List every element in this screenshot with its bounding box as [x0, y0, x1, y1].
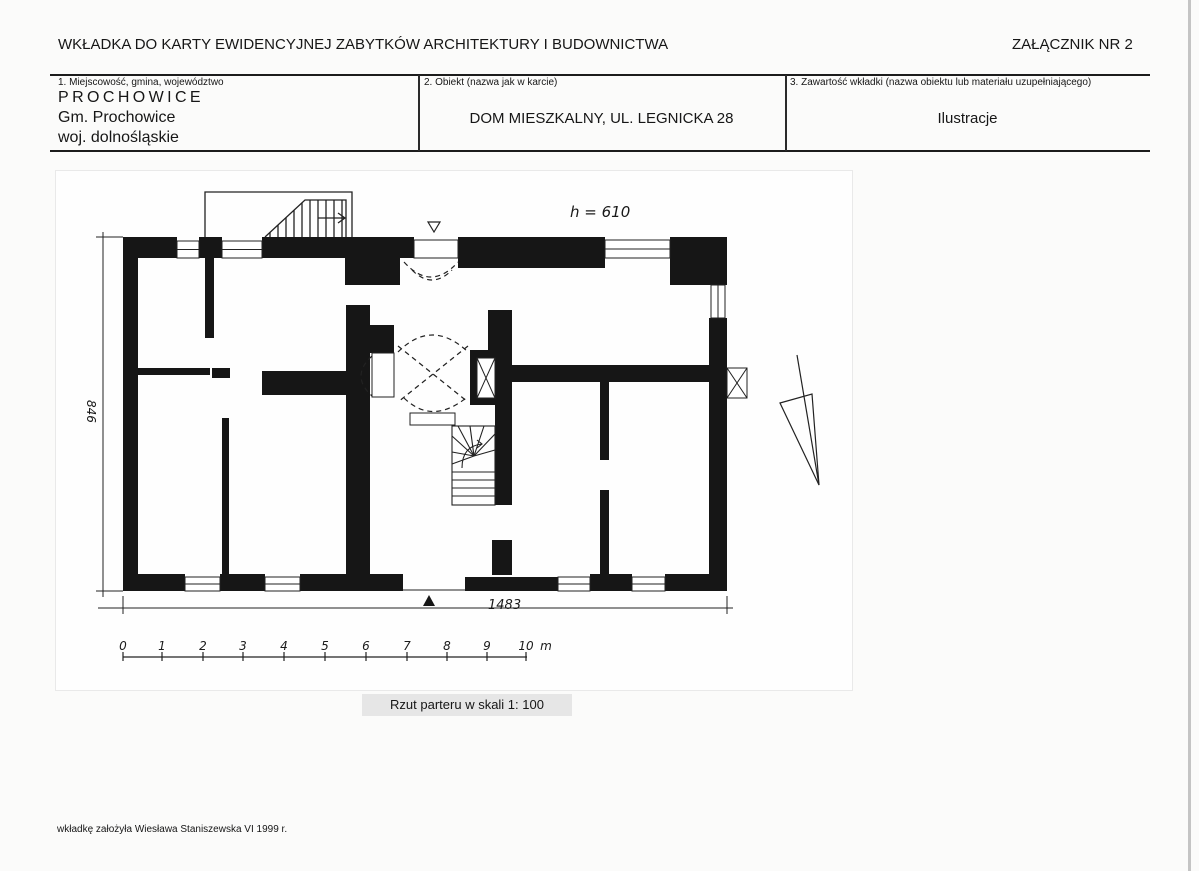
object-name: DOM MIESZKALNY, UL. LEGNICKA 28 — [469, 110, 734, 127]
openings — [372, 240, 747, 590]
wall-niche — [372, 353, 394, 397]
scale-bar — [119, 639, 552, 661]
object-field-label: 2. Obiekt (nazwa jak w karcie) — [424, 77, 558, 88]
exterior-wall-segment — [345, 258, 400, 285]
vault-diagonals — [398, 346, 468, 402]
height-annotation: h = 610 — [570, 203, 631, 221]
location-field-label: 1. Miejscowość, gmina, województwo — [58, 77, 224, 88]
exterior-wall-segment — [220, 574, 265, 591]
author-note: wkładkę założyła Wiesława Staniszewska VI 1999 r. — [57, 824, 288, 835]
interior-wall-segment — [488, 310, 512, 352]
scale-label: 4 — [280, 639, 288, 653]
exterior-wall-segment — [123, 237, 138, 591]
scan-edge-shadow — [1188, 0, 1191, 871]
scale-label: 7 — [403, 639, 411, 653]
exterior-wall-segment — [458, 237, 605, 268]
town-name: PROCHOWICE — [58, 89, 204, 106]
scale-label: 2 — [199, 639, 207, 653]
hall-doorway — [410, 413, 455, 425]
interior-wall-segment — [212, 368, 230, 378]
main-entrance-marker-icon — [423, 595, 435, 606]
exterior-wall-segment — [123, 574, 185, 591]
document-title: WKŁADKA DO KARTY EWIDENCYJNEJ ZABYTKÓW ARCHITEKTURY I BUDOWNICTWA — [58, 36, 669, 53]
exterior-wall-segment — [670, 237, 727, 285]
content-value: Ilustracje — [937, 110, 998, 127]
interior-wall-segment — [262, 371, 346, 395]
commune-name: Gm. Prochowice — [58, 109, 176, 126]
scale-label: 6 — [362, 639, 370, 653]
interior-wall-segment — [600, 382, 609, 460]
depth-dimension-label: 846 — [84, 400, 98, 423]
interior-wall-segment — [346, 305, 370, 575]
attachment-number: ZAŁĄCZNIK NR 2 — [1012, 36, 1133, 53]
exterior-wall-segment — [262, 237, 414, 258]
interior-wall-segment — [512, 365, 710, 382]
vault-arc — [404, 398, 466, 412]
scale-label: 5 — [321, 639, 329, 653]
rear-door-opening — [414, 240, 458, 258]
stair-direction-arrow-icon — [318, 213, 345, 223]
scale-label: 1 — [158, 639, 166, 653]
scale-labels — [119, 639, 552, 653]
north-arrow-icon — [780, 355, 819, 485]
scale-unit: m — [540, 639, 552, 653]
interior-wall-segment — [600, 490, 609, 575]
north-arrow-head — [780, 394, 819, 485]
content-field-label: 3. Zawartość wkładki (nazwa obiektu lub materiału uzupełniającego) — [790, 77, 1092, 88]
door-swing-arc — [404, 262, 458, 277]
interior-wall-segment — [370, 325, 394, 353]
scale-label: 0 — [119, 639, 127, 653]
width-dimension-label: 1483 — [488, 598, 522, 613]
exterior-wall-segment — [709, 318, 727, 591]
door-swing-arc — [412, 270, 452, 280]
interior-staircase — [452, 426, 495, 505]
interior-wall-segment — [138, 368, 210, 375]
interior-wall-segment — [222, 418, 229, 575]
exterior-wall-segment — [590, 574, 632, 591]
scale-label: 3 — [239, 639, 247, 653]
rear-entrance-marker-icon — [428, 222, 440, 232]
vault-arc — [398, 335, 468, 352]
scale-label: 10 — [518, 639, 534, 653]
interior-wall-segment — [205, 258, 214, 338]
exterior-wall-segment — [665, 574, 727, 591]
north-arrow-shaft — [797, 355, 819, 485]
scale-label: 8 — [443, 639, 451, 653]
staircase-outline — [452, 426, 495, 505]
plan-caption: Rzut parteru w skali 1: 100 — [362, 694, 572, 716]
interior-wall-segment — [495, 405, 512, 505]
exterior-wall-segment — [465, 577, 558, 591]
exterior-wall-segment — [199, 237, 222, 258]
exterior-staircase — [205, 192, 352, 237]
interior-wall-segment — [492, 540, 512, 575]
voivodeship-name: woj. dolnośląskie — [58, 129, 179, 146]
scale-label: 9 — [483, 639, 491, 653]
exterior-wall-segment — [300, 574, 403, 591]
